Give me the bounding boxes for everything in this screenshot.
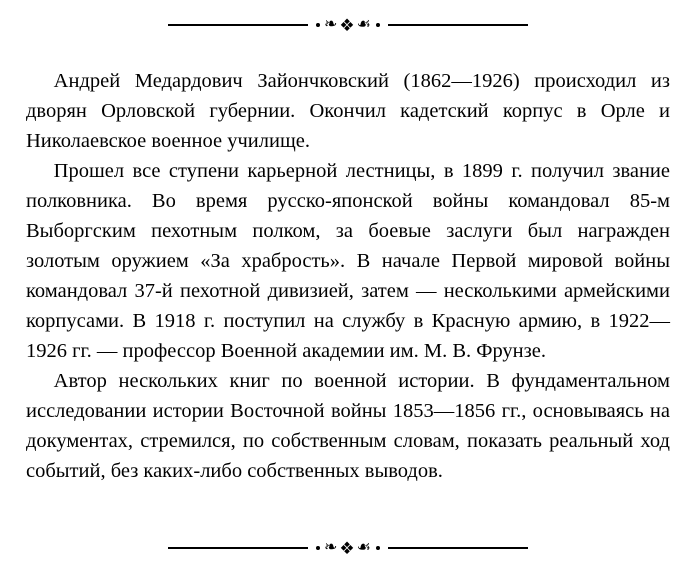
ornament-dot-icon bbox=[376, 546, 380, 550]
ornament-center-bottom bbox=[312, 540, 384, 557]
ornament-rule-left bbox=[168, 24, 308, 26]
ornament-diamond-icon: ❖ bbox=[339, 15, 356, 35]
ornament-leaf-left-icon: ❧ bbox=[324, 16, 339, 33]
body-text bbox=[14, 66, 682, 486]
ornament-diamond-icon: ❖ bbox=[339, 538, 356, 558]
ornament-center-top bbox=[312, 17, 384, 34]
ornament-divider-bottom bbox=[14, 535, 682, 561]
ornament-leaf-right-icon: ☙ bbox=[356, 16, 372, 33]
ornament-rule-left bbox=[168, 547, 308, 549]
ornament-dot-icon bbox=[376, 23, 380, 27]
paragraph: Прошел все ступени карьерной лестницы, в 1899 г. получил звание полковника. Во время русско-японской войны командовал 85-м Выборгским пехотным полком, за боевые заслуги был награжден золотым оружием «За храбрость». В начале Первой мировой войны командовал 37-й пехотной дивизией, затем — несколькими армейскими корпусами. В 1918 г. поступил на службу в Красную армию, в 1922—1926 гг. — профессор Военной академии им. М. В. Фрунзе. bbox=[26, 160, 670, 363]
paragraph: Автор нескольких книг по военной истории. В фундаментальном исследовании истории Восточной войны 1853—1856 гг., основываясь на документах, стремился, по собственным словам, показать реальный ход событий, без каких-либо собственных выводов. bbox=[26, 370, 670, 483]
ornament-dot-icon bbox=[316, 546, 320, 550]
ornament-leaf-right-icon: ☙ bbox=[356, 539, 372, 556]
ornament-rule-right bbox=[388, 547, 528, 549]
ornament-dot-icon bbox=[316, 23, 320, 27]
ornament-rule-right bbox=[388, 24, 528, 26]
ornament-leaf-left-icon: ❧ bbox=[324, 539, 339, 556]
ornament-divider-top bbox=[14, 12, 682, 38]
paragraph: Андрей Медардович Зайончковский (1862—1926) происходил из дворян Орловской губернии. Окончил кадетский корпус в Орле и Николаевское военное училище. bbox=[26, 70, 670, 153]
